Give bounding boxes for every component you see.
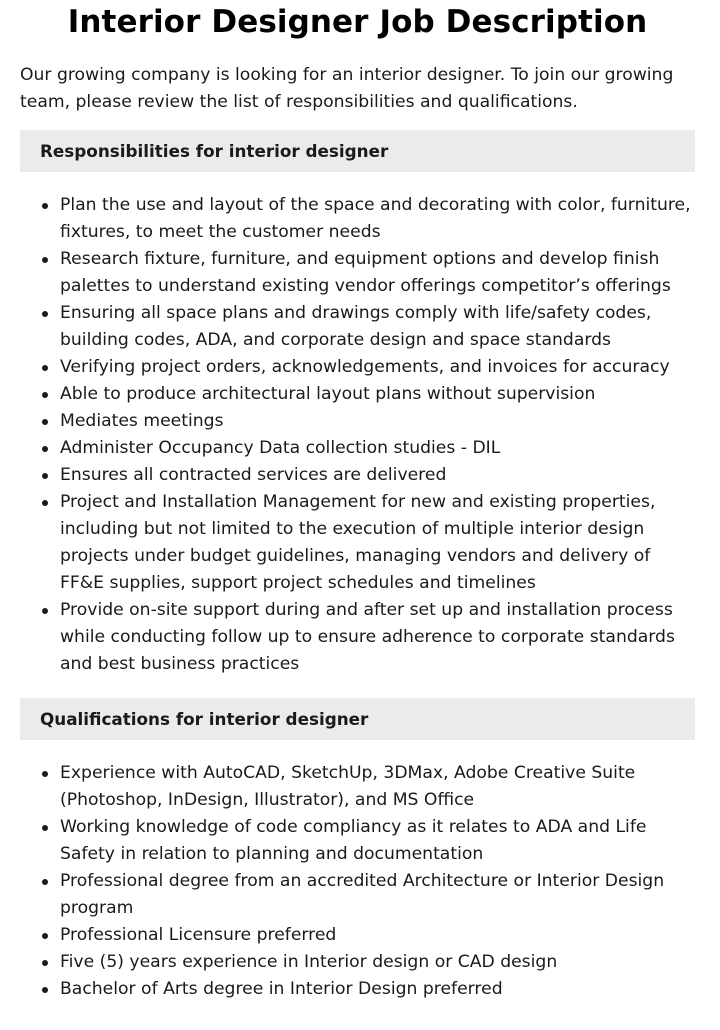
bullet-icon <box>42 825 48 831</box>
bullet-icon <box>42 608 48 614</box>
responsibility-text: Able to produce architectural layout plans without supervision <box>60 384 596 404</box>
responsibility-text: Administer Occupancy Data collection studies - DIL <box>60 438 501 458</box>
responsibility-text: Research fixture, furniture, and equipment options and develop finish palettes to understand existing vendor offerings competitor’s offerings <box>60 249 671 296</box>
bullet-icon <box>42 419 48 425</box>
responsibility-text: Ensuring all space plans and drawings comply with life/safety codes, building codes, ADA, and corporate design and space standards <box>60 303 652 350</box>
bullet-icon <box>42 960 48 966</box>
bullet-icon <box>42 203 48 209</box>
responsibility-text: Project and Installation Management for new and existing properties, including but not limited to the execution of multiple interior design projects under budget guidelines, managing vendors and delivery of FF&E supplies, support project schedules and timelines <box>60 492 656 593</box>
qualification-item <box>60 868 695 922</box>
responsibilities-heading: Responsibilities for interior designer <box>20 130 695 172</box>
qualification-text: Experience with AutoCAD, SketchUp, 3DMax, Adobe Creative Suite (Photoshop, InDesign, Illustrator), and MS Office <box>60 763 636 810</box>
responsibility-text: Mediates meetings <box>60 411 224 431</box>
qualification-text: Professional degree from an accredited Architecture or Interior Design program <box>60 871 665 918</box>
bullet-icon <box>42 771 48 777</box>
responsibilities-list <box>20 192 695 678</box>
qualification-item <box>60 949 695 976</box>
responsibility-item <box>60 435 695 462</box>
bullet-icon <box>42 473 48 479</box>
qualification-item <box>60 814 695 868</box>
bullet-icon <box>42 365 48 371</box>
bullet-icon <box>42 311 48 317</box>
bullet-icon <box>42 879 48 885</box>
qualification-item <box>60 760 695 814</box>
bullet-icon <box>42 500 48 506</box>
responsibility-text: Verifying project orders, acknowledgements, and invoices for accuracy <box>60 357 670 377</box>
qualifications-heading: Qualifications for interior designer <box>20 698 695 740</box>
qualification-item <box>60 922 695 949</box>
bullet-icon <box>42 987 48 993</box>
qualification-text: Bachelor of Arts degree in Interior Design preferred <box>60 979 503 999</box>
qualification-item <box>60 976 695 1003</box>
responsibility-item <box>60 300 695 354</box>
qualification-text: Working knowledge of code compliancy as it relates to ADA and Life Safety in relation to planning and documentation <box>60 817 647 864</box>
responsibility-item <box>60 462 695 489</box>
intro-paragraph: Our growing company is looking for an interior designer. To join our growing team, please review the list of responsibilities and qualifications. <box>20 65 674 112</box>
qualification-text: Professional Licensure preferred <box>60 925 337 945</box>
responsibility-item <box>60 489 695 597</box>
qualification-text: Five (5) years experience in Interior design or CAD design <box>60 952 558 972</box>
responsibility-item <box>60 597 695 678</box>
responsibility-text: Plan the use and layout of the space and decorating with color, furniture, fixtures, to meet the customer needs <box>60 195 691 242</box>
qualifications-list <box>20 760 695 1003</box>
bullet-icon <box>42 257 48 263</box>
bullet-icon <box>42 446 48 452</box>
responsibility-item <box>60 354 695 381</box>
responsibility-item <box>60 381 695 408</box>
responsibility-text: Ensures all contracted services are delivered <box>60 465 447 485</box>
bullet-icon <box>42 933 48 939</box>
responsibility-text: Provide on-site support during and after set up and installation process while conducting follow up to ensure adherence to corporate standards and best business practices <box>60 600 675 674</box>
page-title: Interior Designer Job Description <box>67 4 648 40</box>
bullet-icon <box>42 392 48 398</box>
responsibility-item <box>60 192 695 246</box>
responsibility-item <box>60 246 695 300</box>
responsibility-item <box>60 408 695 435</box>
